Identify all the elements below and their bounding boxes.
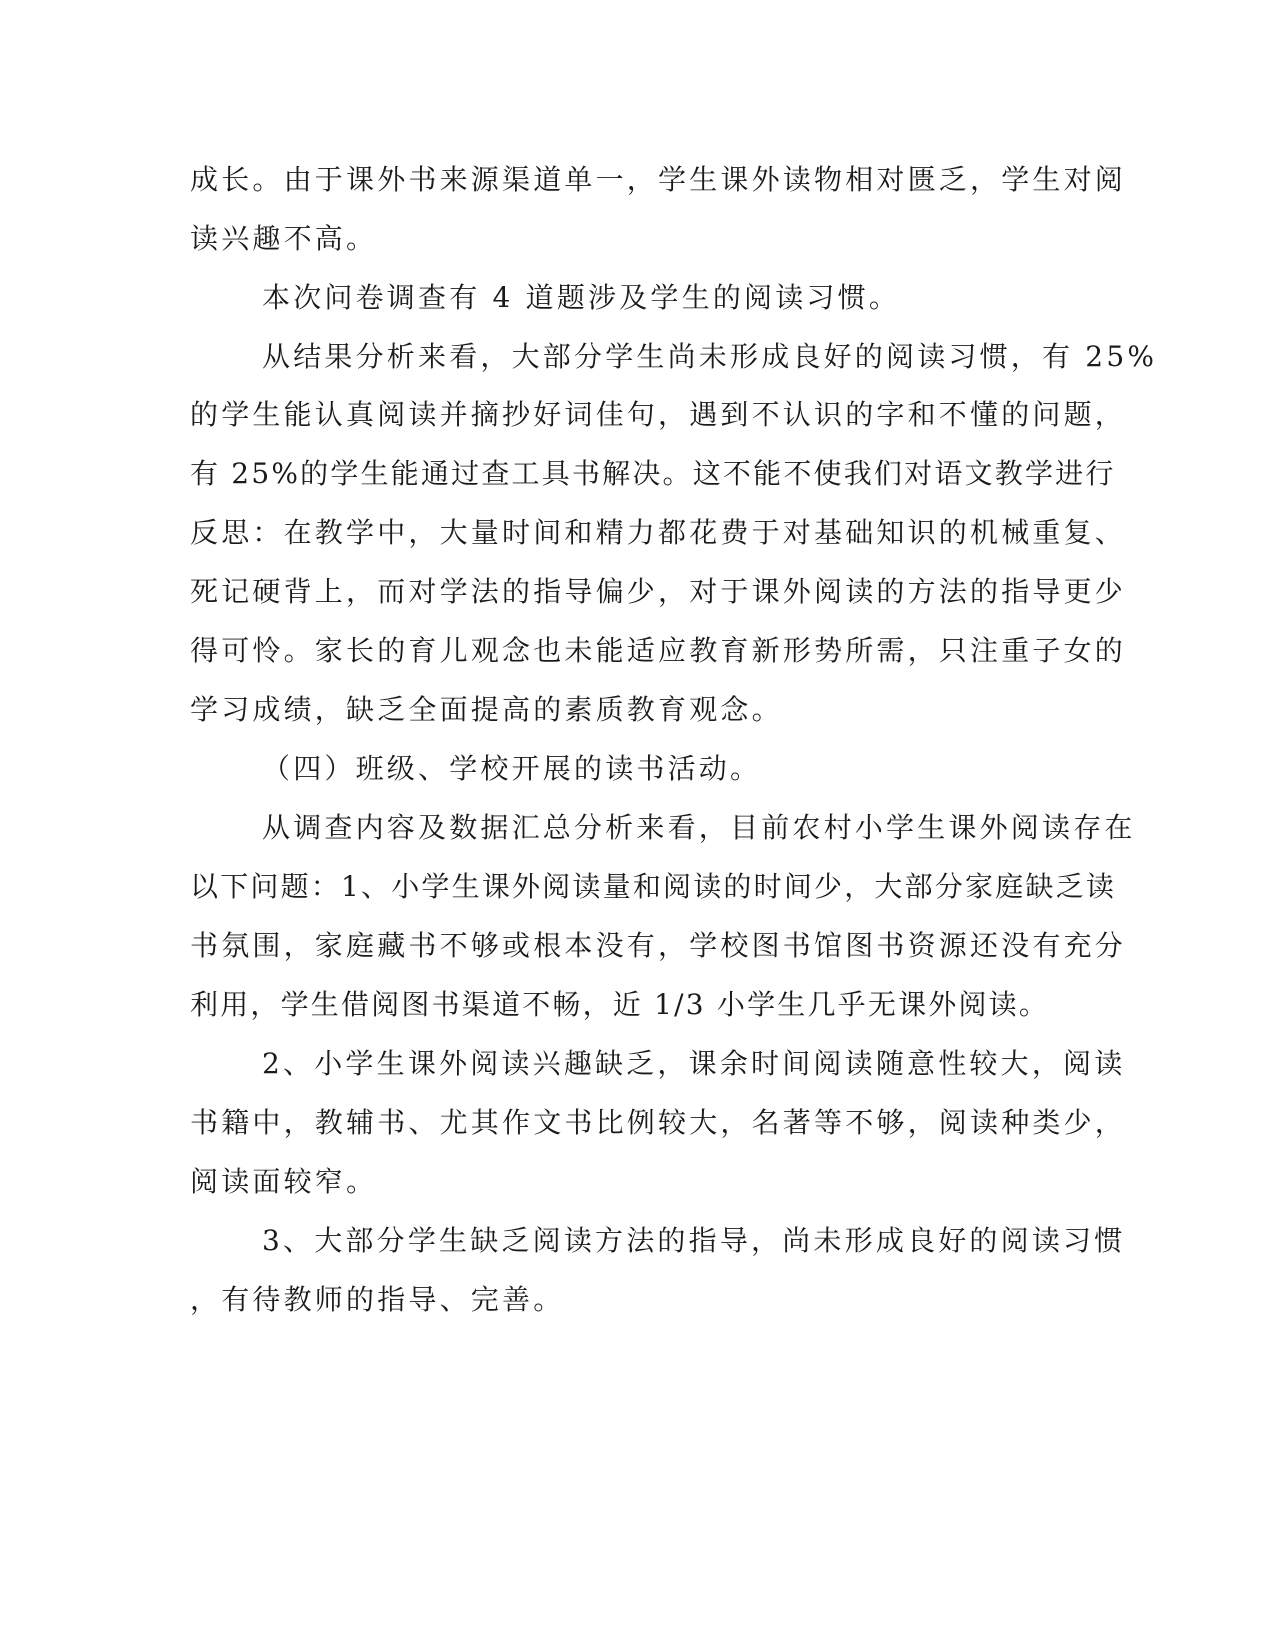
- text-line: 阅读面较窄。: [190, 1165, 378, 1198]
- text-line: ，有待教师的指导、完善。: [190, 1283, 565, 1316]
- text-line: 成长。由于课外书来源渠道单一，学生课外读物相对匮乏，学生对阅: [190, 163, 1127, 196]
- text-line: 本次问卷调查有 4 道题涉及学生的阅读习惯。: [262, 281, 901, 314]
- text-line: 书籍中，教辅书、尤其作文书比例较大，名著等不够，阅读种类少，: [190, 1106, 1127, 1139]
- text-line: 2、小学生课外阅读兴趣缺乏，课余时间阅读随意性较大，阅读: [262, 1047, 1126, 1080]
- text-line: 的学生能认真阅读并摘抄好词佳句，遇到不认识的字和不懂的问题，: [190, 398, 1127, 431]
- text-line: 以下问题：1、小学生课外阅读量和阅读的时间少，大部分家庭缺乏读: [190, 870, 1117, 903]
- section-heading: （四）班级、学校开展的读书活动。: [262, 752, 762, 785]
- text-line: 3、大部分学生缺乏阅读方法的指导，尚未形成良好的阅读习惯: [262, 1224, 1126, 1257]
- text-line: 有 25%的学生能通过查工具书解决。这不能不使我们对语文教学进行: [190, 457, 1116, 490]
- text-line: 死记硬背上，而对学法的指导偏少，对于课外阅读的方法的指导更少: [190, 575, 1127, 608]
- text-line: 反思：在教学中，大量时间和精力都花费于对基础知识的机械重复、: [190, 516, 1127, 549]
- text-line: 从调查内容及数据汇总分析来看，目前农村小学生课外阅读存在: [262, 811, 1136, 844]
- text-line: 从结果分析来看，大部分学生尚未形成良好的阅读习惯，有 25%: [262, 340, 1158, 373]
- text-line: 利用，学生借阅图书渠道不畅，近 1/3 小学生几乎无课外阅读。: [190, 988, 1050, 1021]
- text-line: 书氛围，家庭藏书不够或根本没有，学校图书馆图书资源还没有充分: [190, 929, 1127, 962]
- text-line: 读兴趣不高。: [190, 222, 378, 255]
- text-line: 得可怜。家长的育儿观念也未能适应教育新形势所需，只注重子女的: [190, 634, 1127, 667]
- text-line: 学习成绩，缺乏全面提高的素质教育观念。: [190, 693, 783, 726]
